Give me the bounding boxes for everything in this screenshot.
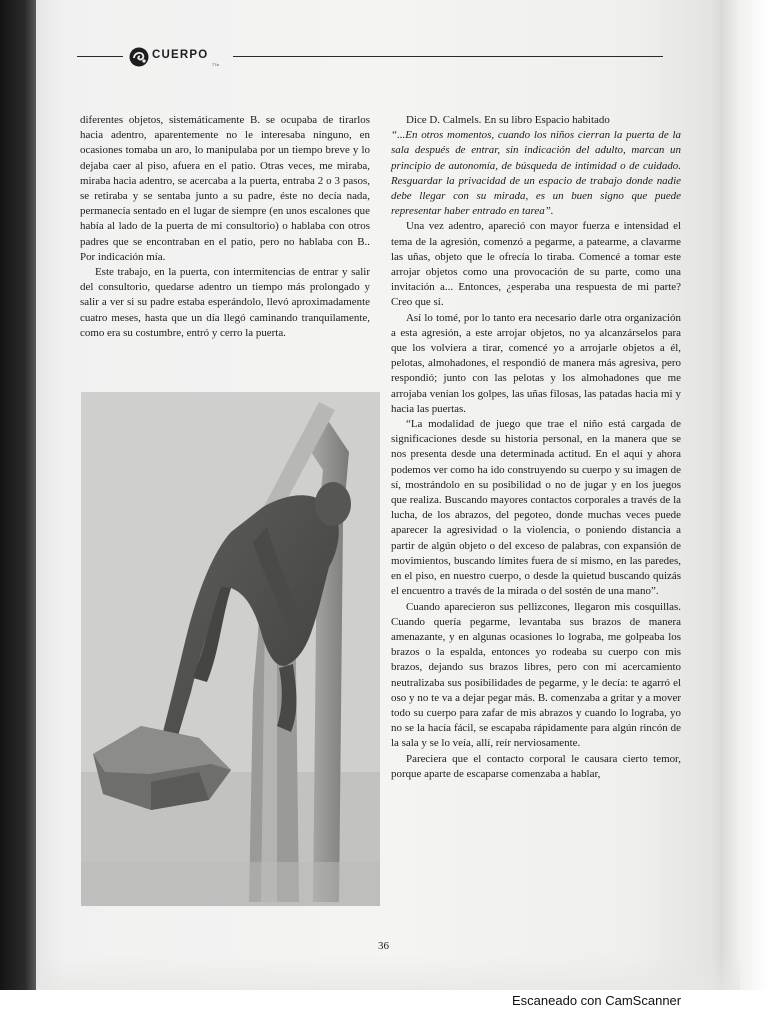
swirl-logo-icon	[128, 46, 150, 68]
left-text-column	[80, 113, 370, 341]
page-bottom-shadow	[36, 955, 740, 990]
quote-paragraph: “...En otros momentos, cuando los niños cierran la puerta de la sala después de entrar, sin indicación del adulto, marcan un principio de autonomía, de búsqueda de intimidad o de cuidado. Resguardar la privacidad de un espacio de trabajo donde nadie debe llegar con su mirada, es un buen signo que puede representar haber entrado en tarea”.	[391, 129, 681, 218]
right-text-column	[391, 113, 681, 782]
sculpture-illustration	[81, 392, 380, 906]
paragraph: Pareciera que el contacto corporal le causara cierto temor, porque aparte de escaparse comenzaba a hablar,	[391, 752, 681, 780]
scanner-background-right	[720, 0, 768, 990]
logo-subscript: 77a	[212, 62, 219, 67]
header-rule-right	[233, 56, 663, 57]
sculpture-photograph	[81, 392, 380, 906]
paragraph: Dice D. Calmels. En su libro Espacio habitado	[406, 114, 610, 126]
paragraph: Este trabajo, en la puerta, con intermitencias de entrar y salir del consultorio, quedarse adentro un tiempo más prolongado y salir a ver si su padre estaba esperándolo, llevó aproximadamente cuatro meses, hasta que un día llegó caminando tranquilamente, como era su costumbre, entró y cerro la puerta.	[80, 266, 370, 339]
logo-wordmark: CUERPO	[152, 49, 209, 61]
quote-paragraph: “La modalidad de juego que trae el niño está cargada de significaciones desde su historia personal, en la manera que se nos presenta desde una determinada actitud. En el aquí y ahora podemos ver como ha ido construyendo su cuerpo y su imagen de sí, mostrándolo en su posibilidad o no de jugar y en los juegos que realiza. Buscando mayores contactos corporales a través de la lucha, de los abrazos, del pegoteo, donde muchas veces puede aparecer la agresividad o la violencia, o poniendo distancia a partir de algún objeto o del exceso de palabras, con expansión de movimientos, buscando límites fuera de sí mismo, en las paredes, en el piso, en nuestro cuerpo, o desde la quietud buscando quizás el encuentro a través de la mirada o del sostén de una mano”.	[391, 418, 681, 598]
scanner-background-left	[0, 0, 36, 990]
paragraph: Así lo tomé, por lo tanto era necesario darle otra organización a esta agresión, a este arrojar objetos, no ya alcanzárselos para que los volviera a tirar, comencé yo a arrojarle objetos a él, pelotas, almohadones, el respondió de manera más agresiva, pero respondió; junto con las pelotas y los almohadones que me arrojaba venían los golpes, las uñas filosas, las patadas hacia mi y hacia las puertas.	[391, 311, 681, 415]
paragraph: Una vez adentro, apareció con mayor fuerza e intensidad el tema de la agresión, comenzó a pegarme, a patearme, a clavarme las uñas, objeto que le ofrecía lo tiraba. Comencé a tomar este arrojar objetos como una provocación de su parte, como una invitación a... Entonces, ¿esperaba una respuesta de mi parte? Creo que sí.	[391, 220, 681, 309]
paragraph: diferentes objetos, sistemáticamente B. se ocupaba de tirarlos hacia adentro, aparentemente no le interesaba ninguno, en ocasiones tomaba un aro, lo manipulaba por un tiempo breve y lo dejaba caer al piso, afuera en el patio. Otras veces, me miraba, miraba hacia adentro, se acercaba a la puerta, entraba 2 o 3 pasos, se retiraba y se sentaba junto a su padre, éste no decía nada, permanecía sentado en el lugar de siempre (en unos escalones que había al lado de la puerta de mi consultorio) o hablaba con otros padres que se encontraban en el patio, pero no hablaba con B.. Por indicación mía.	[80, 114, 370, 263]
header-rule-left	[77, 56, 123, 57]
journal-logo	[128, 45, 236, 69]
paragraph: Cuando aparecieron sus pellizcones, llegaron mis cosquillas. Cuando quería pegarme, levantaba sus brazos de manera amenazante, y en algunas ocasiones lo lograba, me golpeaba los brazos o la espalda, entonces yo rodeaba su cuerpo con mis brazos, dejando sus brazos libres, pero con mi acercamiento neutralizaba sus posibilidades de pegarme, y le decía: te agarró el oso y no te va a dejar pegar más. B. comenzaba a gritar y a mover todo su cuerpo para zafar de mis abrazos y cuando lo lograba, yo no se la hacía fácil, se escapaba rápidamente para algún rincón de la sala y se lo veía, allí, reír nerviosamente.	[391, 600, 681, 750]
page-number: 36	[378, 940, 389, 952]
scanner-watermark: Escaneado con CamScanner	[512, 993, 682, 1008]
